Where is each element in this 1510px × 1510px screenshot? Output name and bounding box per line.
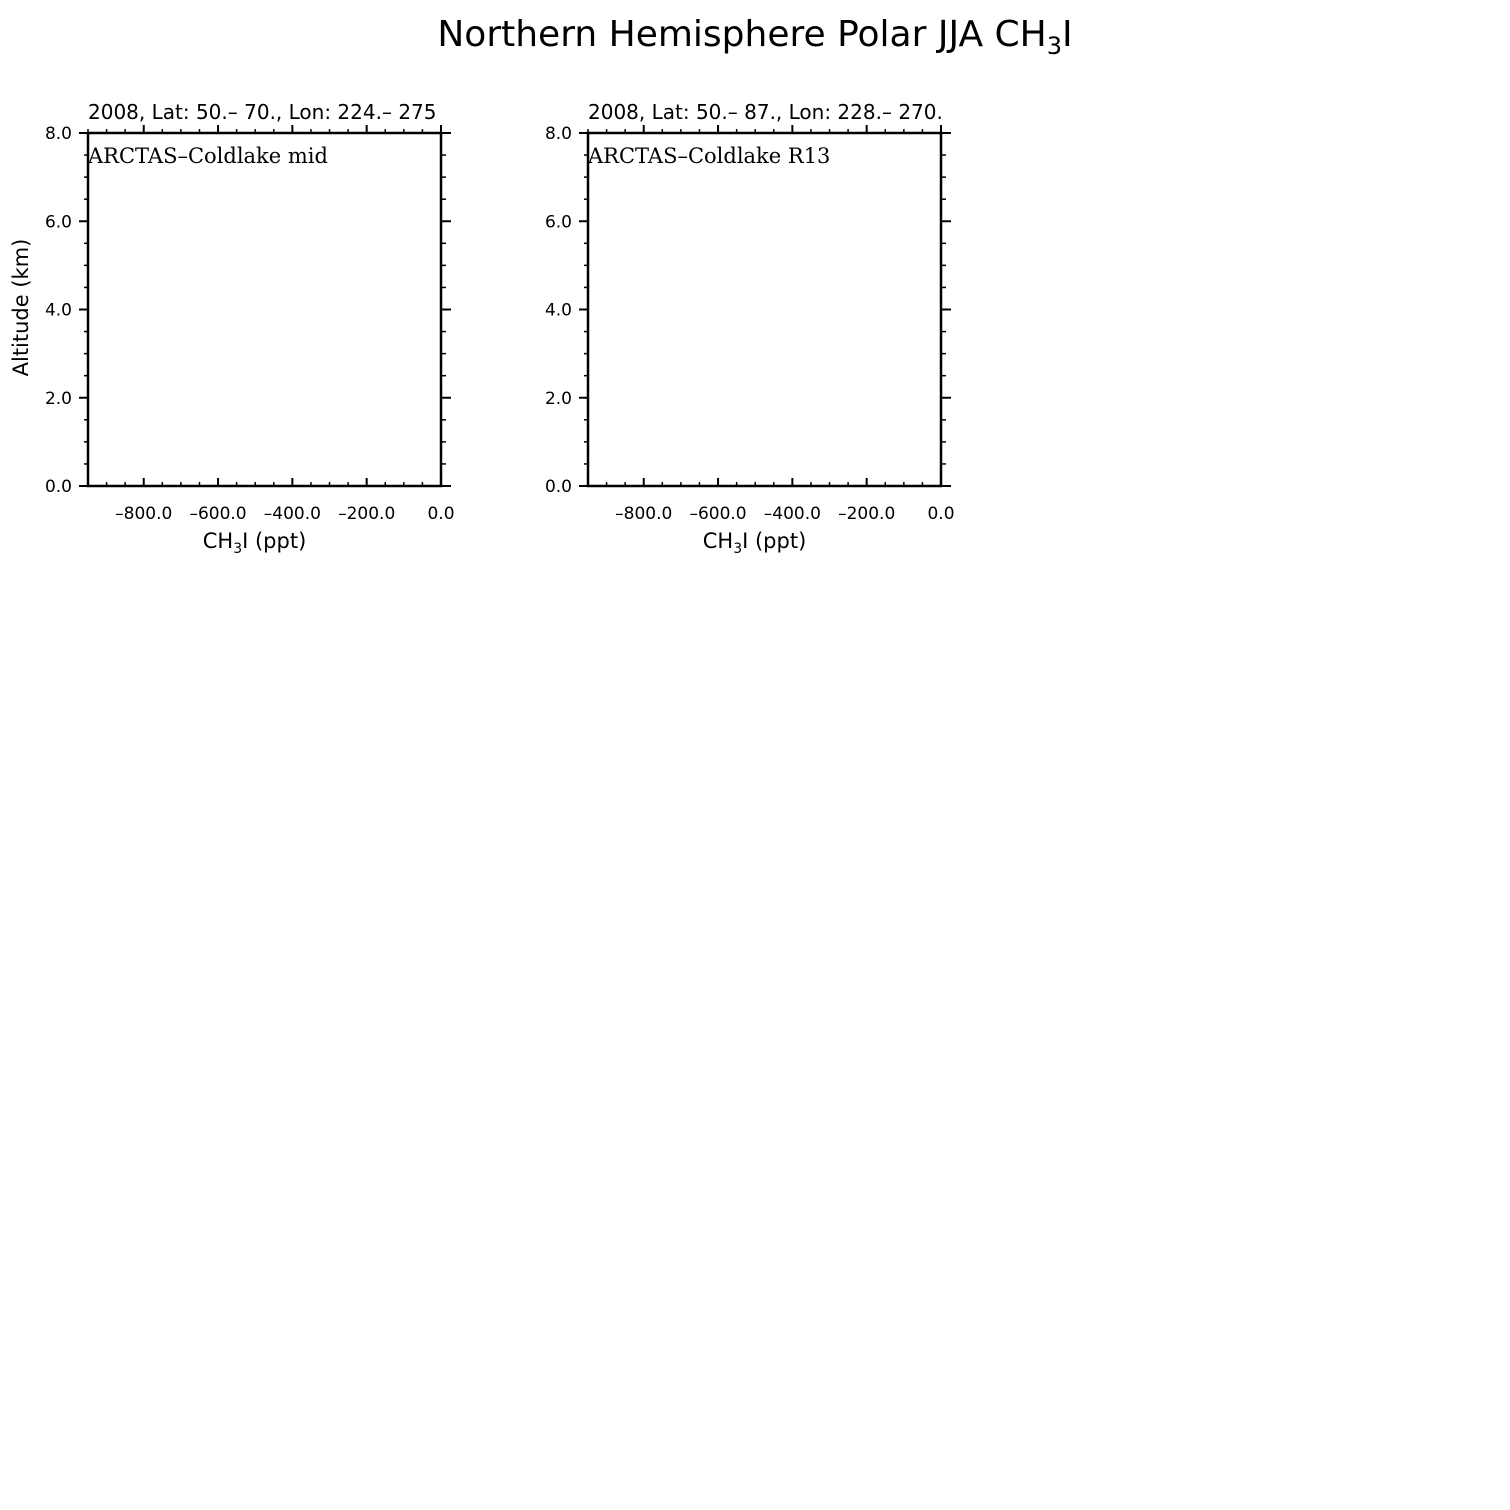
y-axis-label: Altitude (km) <box>9 238 33 377</box>
y-tick-label: 6.0 <box>44 212 72 233</box>
y-tick-label: 4.0 <box>544 300 572 321</box>
page-title-subscript: 3 <box>1046 32 1063 60</box>
y-tick-label: 8.0 <box>44 124 72 144</box>
x-tick-label: –600.0 <box>689 504 747 524</box>
x-tick-label: 0.0 <box>927 504 955 524</box>
y-tick-label: 0.0 <box>44 477 72 497</box>
panel-subtitle: 2008, Lat: 50.– 70., Lon: 224.– 275 <box>88 100 437 124</box>
y-tick-label: 8.0 <box>544 124 572 144</box>
y-tick-label: 4.0 <box>44 300 72 321</box>
x-tick-label: –200.0 <box>838 504 896 524</box>
x-tick-label: –200.0 <box>338 504 396 524</box>
panel-annotation: ARCTAS–Coldlake mid <box>88 144 328 168</box>
x-tick-label: –800.0 <box>115 504 173 524</box>
x-tick-label: –800.0 <box>615 504 673 524</box>
y-tick-label: 2.0 <box>44 388 72 409</box>
page-title-end: I <box>1062 14 1073 55</box>
panel-subtitle: 2008, Lat: 50.– 87., Lon: 228.– 270. <box>588 100 943 124</box>
x-axis-label: $CH_3I$ (ppt) <box>202 529 307 557</box>
page-title <box>437 14 1072 60</box>
panel-annotation: ARCTAS–Coldlake R13 <box>588 144 831 168</box>
x-tick-label: –400.0 <box>763 504 821 524</box>
chart-panel-1 <box>9 100 455 557</box>
y-tick-label: 0.0 <box>544 477 572 497</box>
page-title-main: Northern Hemisphere Polar JJA CH <box>437 14 1047 55</box>
chart-panel-2 <box>545 100 955 557</box>
x-tick-label: –400.0 <box>263 504 321 524</box>
x-tick-label: 0.0 <box>427 504 455 524</box>
plot-frame <box>88 133 441 486</box>
y-tick-label: 2.0 <box>544 388 572 409</box>
x-axis-label: $CH_3I$ (ppt) <box>702 529 807 557</box>
y-tick-label: 6.0 <box>544 212 572 233</box>
plot-frame <box>588 133 941 486</box>
x-tick-label: –600.0 <box>189 504 247 524</box>
chart-panels <box>9 100 955 557</box>
